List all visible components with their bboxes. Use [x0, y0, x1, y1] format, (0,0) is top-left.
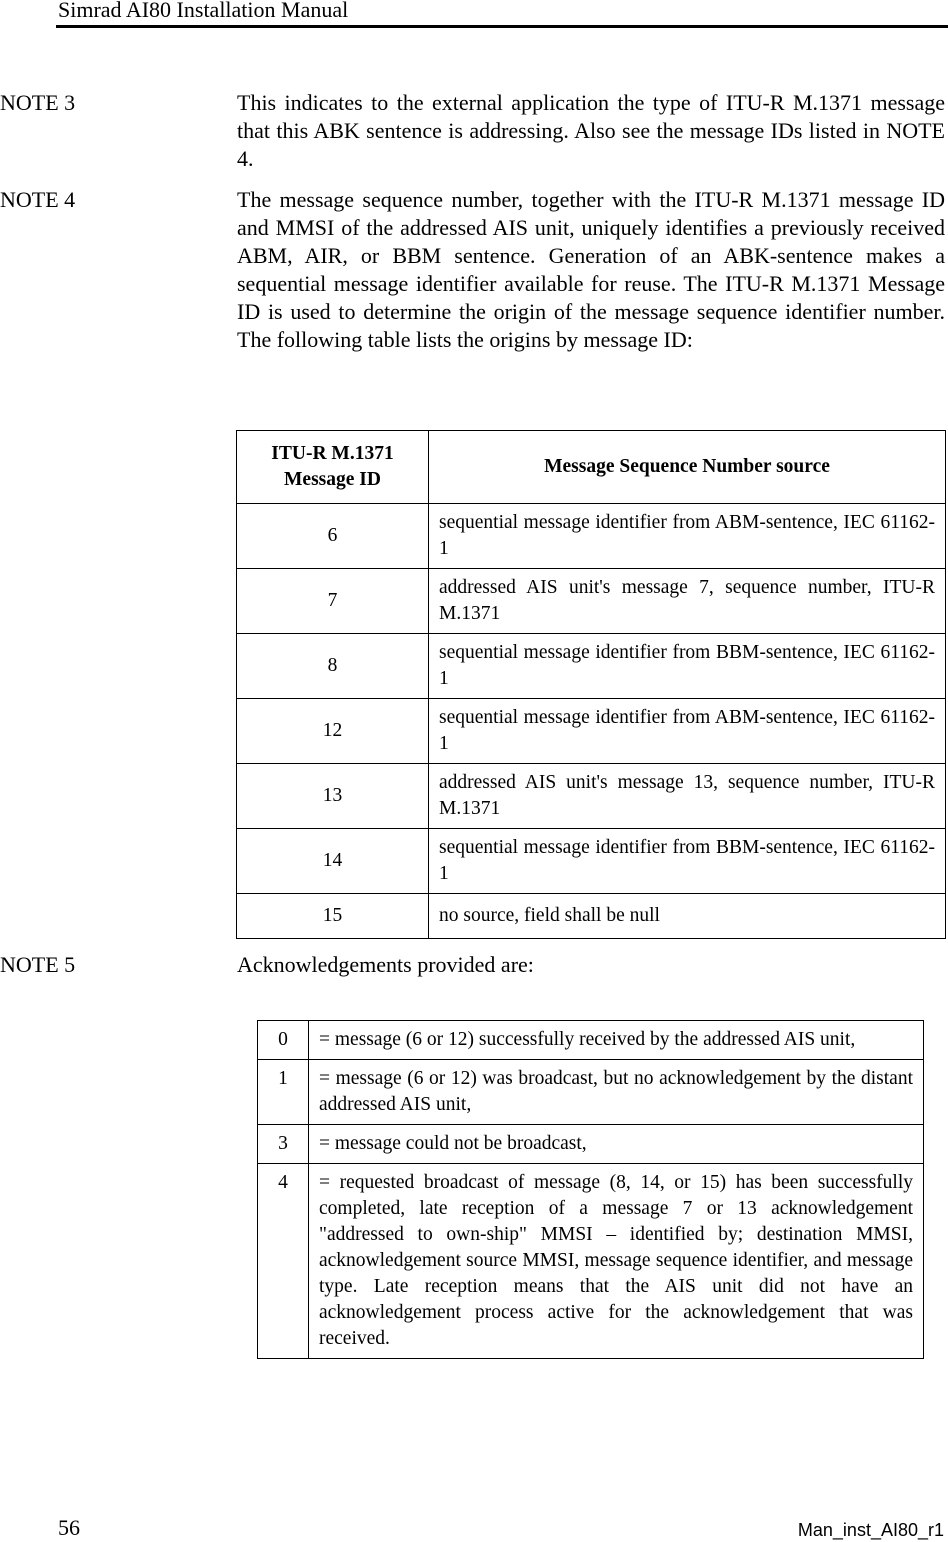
table-row	[237, 764, 946, 829]
source-cell: addressed AIS unit's message 7, sequence number, ITU-R M.1371	[429, 569, 946, 634]
running-header-title: Simrad AI80 Installation Manual	[58, 0, 349, 22]
ack-code-cell: 1	[258, 1060, 309, 1125]
source-cell: addressed AIS unit's message 13, sequence number, ITU-R M.1371	[429, 764, 946, 829]
document-id: Man_inst_AI80_r1	[797, 1520, 944, 1540]
ack-description-cell: = message (6 or 12) successfully received by the addressed AIS unit,	[309, 1021, 924, 1060]
column-header-sequence-source: Message Sequence Number source	[429, 431, 946, 504]
source-cell: sequential message identifier from BBM-sentence, IEC 61162-1	[429, 829, 946, 894]
table-row	[258, 1060, 924, 1125]
table-row	[258, 1021, 924, 1060]
note-4-label: NOTE 4	[0, 187, 76, 212]
note-3-text: This indicates to the external application the type of ITU-R M.1371 message that this ABK sentence is addressing. Also see the message IDs listed in NOTE 4.	[237, 90, 945, 171]
table-row	[258, 1125, 924, 1164]
table-row	[237, 569, 946, 634]
table-row	[237, 699, 946, 764]
message-id-cell: 13	[237, 764, 429, 829]
ack-description-cell: = message could not be broadcast,	[309, 1125, 924, 1164]
message-id-cell: 14	[237, 829, 429, 894]
ack-code-cell: 0	[258, 1021, 309, 1060]
header-rule	[56, 25, 948, 28]
note-4-text: The message sequence number, together with the ITU-R M.1371 message ID and MMSI of the addressed AIS unit, uniquely identifies a previously received ABM, AIR, or BBM sentence. Generation of an ABK-sentence makes a sequential message identifier available for reuse. The ITU-R M.1371 Message ID is used to determine the origin of the message sequence identifier number. The following table lists the origins by message ID:	[237, 187, 945, 352]
source-cell: sequential message identifier from BBM-sentence, IEC 61162-1	[429, 634, 946, 699]
message-id-cell: 12	[237, 699, 429, 764]
ack-description-cell: = message (6 or 12) was broadcast, but no acknowledgement by the distant addressed AIS unit,	[309, 1060, 924, 1125]
message-id-cell: 6	[237, 504, 429, 569]
source-cell: sequential message identifier from ABM-sentence, IEC 61162-1	[429, 699, 946, 764]
table-row	[237, 829, 946, 894]
table-row	[237, 634, 946, 699]
message-id-cell: 15	[237, 894, 429, 939]
acknowledgements-table	[257, 1020, 924, 1359]
column-header-message-id: ITU-R M.1371 Message ID	[237, 431, 429, 504]
ack-code-cell: 4	[258, 1164, 309, 1359]
note-5-text: Acknowledgements provided are:	[237, 952, 534, 977]
table-header-row	[237, 431, 946, 504]
page-number: 56	[58, 1515, 80, 1540]
message-id-cell: 8	[237, 634, 429, 699]
table-row	[258, 1164, 924, 1359]
table-row	[237, 894, 946, 939]
table-row	[237, 504, 946, 569]
message-id-cell: 7	[237, 569, 429, 634]
note-5-label: NOTE 5	[0, 952, 76, 977]
ack-code-cell: 3	[258, 1125, 309, 1164]
note-3-label: NOTE 3	[0, 90, 76, 115]
message-id-origins-table	[236, 430, 946, 939]
source-cell: sequential message identifier from ABM-sentence, IEC 61162-1	[429, 504, 946, 569]
ack-description-cell: = requested broadcast of message (8, 14, or 15) has been successfully completed, late reception of a message 7 or 13 acknowledgement "addressed to own-ship" MMSI – identified by; destination MMSI, acknowledgement source MMSI, message sequence identifier, and message type. Late reception means that the AIS unit did not have an acknowledgement process active for the acknowledgement that was received.	[309, 1164, 924, 1359]
source-cell: no source, field shall be null	[429, 894, 946, 939]
